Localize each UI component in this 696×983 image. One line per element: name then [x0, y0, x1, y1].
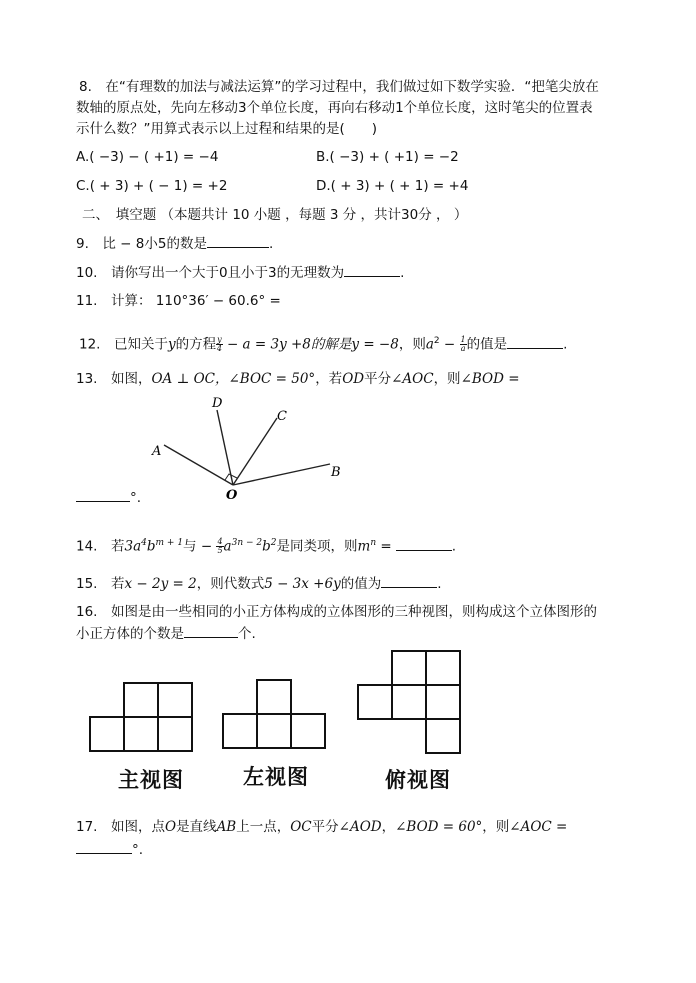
q17-aoc: ∠AOC = — [509, 819, 568, 835]
front-view — [90, 683, 192, 751]
q12-expr-a: a — [425, 336, 434, 353]
answer-blank — [76, 840, 132, 854]
q17-answer-line — [76, 840, 143, 859]
q12-fraction2 — [460, 336, 467, 353]
q13-aoc: ∠AOC — [391, 371, 434, 387]
q13-answer-line — [76, 488, 141, 507]
q13-text: 13. 如图， — [76, 371, 152, 387]
q8-line1: 8. 在“有理数的加法与减法运算”的学习过程中，我们做过如下数学实验．“把笔尖放在 — [79, 79, 599, 95]
label-o: O — [226, 488, 238, 503]
q15-condition: x − 2y = 2 — [124, 576, 197, 592]
q16-line2 — [76, 624, 256, 643]
fraction-numerator: 4 — [217, 537, 223, 546]
q12-minus: − — [439, 336, 460, 353]
q17-ab: AB — [216, 819, 237, 835]
q12-solution: y = −8 — [351, 336, 399, 353]
q14-m: m — [357, 538, 371, 555]
exp: n — [370, 538, 377, 548]
q14-end: . — [451, 538, 457, 555]
q8-option-c: C.( + 3) + ( − 1) = +2 — [76, 178, 228, 194]
q12-equation: − a = 3y +8的解是 — [222, 336, 352, 353]
q13-bod: ∠BOD = — [460, 371, 520, 387]
q8-option-b: B.( −3) + ( +1) = −2 — [316, 149, 459, 165]
ray-od — [217, 410, 233, 485]
ray-oa — [164, 445, 233, 485]
q13 — [76, 370, 520, 388]
q15-end: . — [437, 576, 442, 592]
q15-mid: ，则代数式 — [196, 576, 265, 592]
q8-line3: 示什么数？”用算式表示以上过程和结果的是( ) — [76, 121, 378, 137]
q12-post: 的值是 — [466, 336, 508, 353]
q17-end: °. — [132, 842, 144, 858]
q13-condition: OA ⊥ OC，∠BOC = 50° — [151, 371, 316, 387]
q16-text: 小正方体的个数是 — [76, 626, 184, 642]
answer-blank — [76, 488, 130, 502]
q12-var: y — [167, 336, 176, 353]
q12-mid: 的方程 — [175, 336, 217, 353]
q15-expression: 5 − 3x +6y — [264, 576, 341, 592]
left-view — [223, 680, 325, 748]
answer-blank — [207, 234, 269, 248]
label-a: A — [152, 444, 162, 459]
caption-left-view: 左视图 — [243, 765, 309, 789]
angle-diagram — [140, 390, 360, 505]
three-views-figure — [85, 650, 470, 760]
q17-t3: 平分 — [311, 819, 339, 835]
caption-top-view: 俯视图 — [385, 768, 451, 792]
q16-end: 个. — [238, 626, 256, 642]
fraction-denominator: a — [460, 344, 466, 353]
q14-pre: 14. 若 — [76, 538, 125, 555]
q15 — [76, 574, 442, 593]
q13-text3: 平分 — [364, 371, 392, 387]
q17-t5: ，则 — [482, 819, 510, 835]
q8-option-a: A.( −3) − ( +1) = −4 — [76, 149, 219, 165]
q9-end: . — [268, 236, 274, 252]
q9-text: 9. 比 − 8小5的数是 — [76, 236, 207, 252]
label-c: C — [277, 409, 287, 424]
answer-blank — [184, 624, 238, 638]
answer-blank — [507, 335, 563, 349]
answer-blank — [344, 263, 400, 277]
q17-t2: 上一点， — [236, 819, 291, 835]
ray-oc — [233, 418, 277, 485]
q8-line2: 数轴的原点处，先向左移动3个单位长度，再向右移动1个单位长度，这时笔尖的位置表 — [76, 100, 593, 116]
q13-end: °. — [130, 490, 142, 506]
q10-text: 10. 请你写出一个大于0且小于3的无理数为 — [76, 265, 345, 281]
q12-pre: 12. 已知关于 — [79, 336, 168, 353]
q17-o: O — [164, 819, 177, 835]
q12-then: ，则 — [398, 336, 426, 353]
q14-term1-b: b — [146, 538, 156, 555]
ray-ob — [233, 464, 330, 485]
label-b: B — [331, 465, 341, 480]
q17-oc: OC — [290, 819, 312, 835]
q17 — [76, 818, 567, 836]
q10 — [76, 263, 404, 282]
q10-end: . — [400, 265, 405, 281]
q14-eq: = — [376, 538, 392, 555]
fraction-denominator: 4 — [216, 344, 222, 353]
q17-bod: ∠BOD = 60° — [395, 819, 483, 835]
q15-pre: 15. 若 — [76, 576, 125, 592]
q11: 11. 计算： 110°36′ − 60.6° = — [76, 293, 281, 309]
q17-pre: 17. 如图，点 — [76, 819, 165, 835]
fraction-numerator: y — [217, 335, 222, 344]
fraction-numerator: 1 — [460, 335, 466, 344]
q14-term1: 3a — [124, 538, 142, 555]
q17-t1: 是直线 — [176, 819, 217, 835]
q15-post: 的值为 — [340, 576, 382, 592]
q12-end: . — [563, 336, 568, 353]
q13-od: OD — [342, 371, 365, 387]
section-heading: 二、 填空题 （本题共计 10 小题 ，每题 3 分 ，共计30分 ， ） — [82, 207, 468, 223]
answer-blank — [381, 574, 437, 588]
q9 — [76, 234, 273, 253]
caption-front-view: 主视图 — [118, 768, 184, 792]
q17-aod: ∠AOD — [338, 819, 382, 835]
q14 — [76, 531, 456, 559]
exp: 4 — [141, 538, 147, 548]
q14-mid: 与 − — [183, 538, 217, 555]
q8-option-d: D.( + 3) + ( + 1) = +4 — [316, 178, 469, 194]
q17-t4: ， — [381, 819, 396, 835]
q12: 12. 已知关于y的方程 $\frac{y}{4}$ − a = 3y +8的解是y = −8，则$a^2$ − $\frac{1}{a}$ 的值是 . — [79, 335, 568, 353]
q16-line1: 16. 如图是由一些相同的小正方体构成的立体图形的三种视图，则构成这个立体图形的 — [76, 604, 597, 620]
fraction-denominator: 5 — [217, 546, 223, 555]
top-view — [358, 651, 460, 753]
answer-blank — [396, 537, 452, 551]
q14-fraction — [216, 538, 223, 555]
q13-text4: ，则 — [433, 371, 461, 387]
q14-term2: a — [223, 538, 232, 555]
exp: 3n − 2 — [231, 538, 263, 548]
label-d: D — [212, 396, 223, 411]
exp: 2 — [270, 538, 277, 548]
q14-term2-b: b — [262, 538, 271, 555]
q13-text2: ，若 — [315, 371, 343, 387]
exp: m + 1 — [155, 538, 184, 548]
q14-post: 是同类项，则 — [276, 538, 358, 555]
